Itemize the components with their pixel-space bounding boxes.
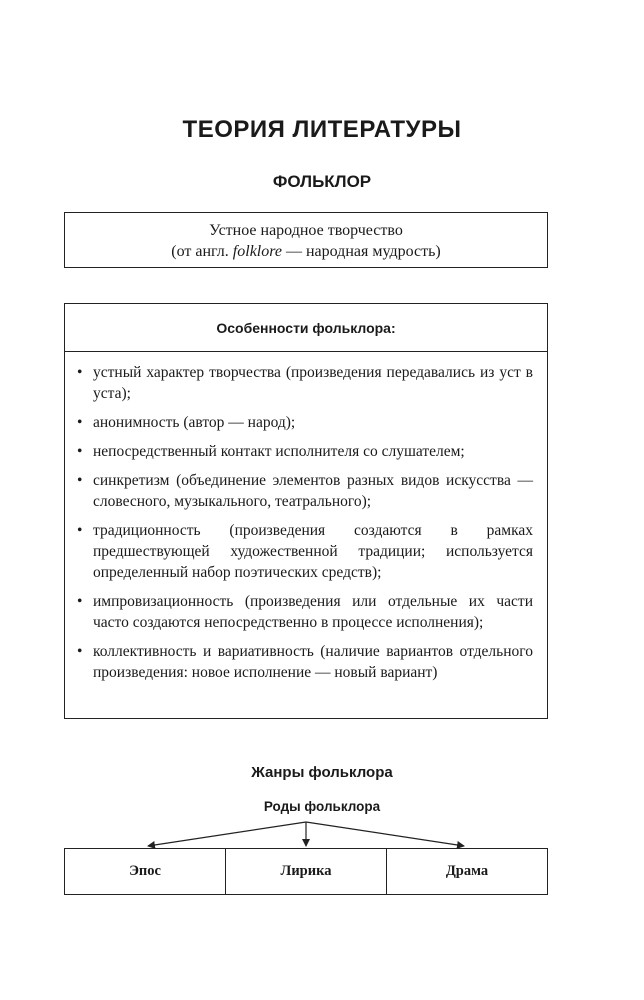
arrow-to-epic — [148, 822, 306, 846]
bullet-icon: • — [77, 522, 83, 539]
feature-item-text: устный характер творчества (произведения передавались из уст в уста); — [93, 364, 533, 402]
kinds-title: Роды фольклора — [263, 799, 381, 814]
bullet-icon: • — [77, 593, 83, 610]
feature-item-anonymity — [77, 412, 533, 433]
feature-item-improvisation — [77, 591, 533, 633]
feature-item-oral — [77, 362, 533, 404]
kind-lyric: Лирика — [226, 849, 387, 894]
bullet-icon: • — [77, 472, 83, 489]
definition-box — [64, 212, 548, 268]
kind-drama: Драма — [445, 863, 489, 879]
kinds-table — [64, 848, 548, 895]
feature-item-text: анонимность (автор — народ); — [93, 414, 296, 431]
feature-item-text: синкретизм (объединение элементов разных видов искусства — словесного, музыкального, театрального); — [93, 472, 533, 510]
page-title: ТЕОРИЯ ЛИТЕРАТУРЫ — [182, 116, 462, 143]
features-heading: Особенности фольклора: — [65, 304, 547, 352]
bullet-icon: • — [77, 643, 83, 660]
feature-item-text: непосредственный контакт исполнителя со слушателем; — [93, 443, 465, 460]
definition-line-2 — [65, 241, 547, 262]
definition-suffix: — народная мудрость) — [281, 243, 441, 260]
arrow-to-drama — [306, 822, 464, 846]
feature-item-collectivity — [77, 641, 533, 683]
genres-title: Жанры фольклора — [251, 764, 393, 781]
feature-item-text: импровизационность (произведения или отдельные их части часто создаются непосредственно в процессе исполнения); — [93, 593, 533, 631]
feature-item-text: традиционность (произведения создаются в рамках предшествующей художественной традиции; используется определенный набор поэтических средств); — [93, 522, 533, 581]
definition-term: folklore — [232, 243, 282, 260]
section-title: ФОЛЬКЛОР — [272, 172, 372, 191]
bullet-icon: • — [77, 443, 83, 460]
bullet-icon: • — [77, 414, 83, 431]
features-box — [64, 303, 548, 719]
definition-line-1: Устное народное творчество — [209, 222, 403, 239]
feature-item-tradition — [77, 520, 533, 583]
bullet-icon: • — [77, 364, 83, 381]
kind-epic: Эпос — [65, 849, 226, 894]
feature-item-syncretism — [77, 470, 533, 512]
feature-item-contact — [77, 441, 533, 462]
definition-prefix: (от англ. — [171, 243, 233, 260]
feature-item-text: коллективность и вариативность (наличие вариантов отдельного произведения: новое исполнение — новый вариант) — [93, 643, 533, 681]
features-list — [65, 352, 547, 683]
